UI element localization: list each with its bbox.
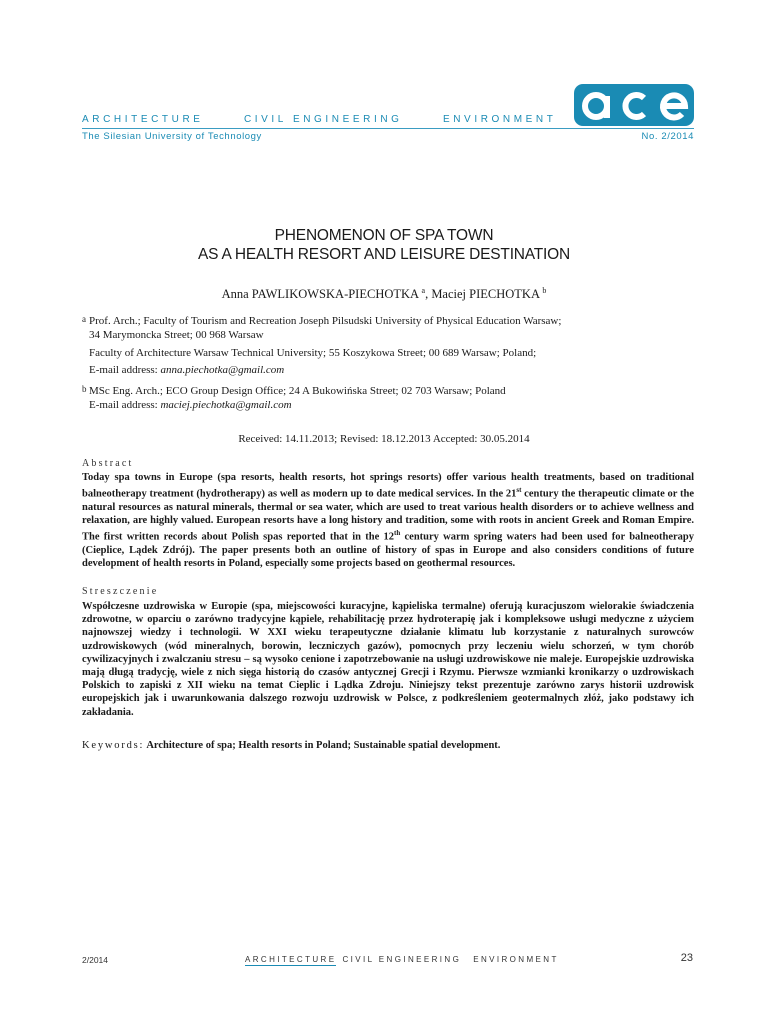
affiliation-a-line-1: Prof. Arch.; Faculty of Tourism and Recreation Joseph Pilsudski University of Physical Education Warsaw; (89, 315, 562, 327)
affiliation-a-line-3: Faculty of Architecture Warsaw Technical University; 55 Koszykowa Street; 00 689 Warsaw; Poland; (89, 347, 537, 359)
footer-journal-word-2: CIVIL ENGINEERING (342, 955, 462, 964)
keywords (82, 740, 500, 751)
title-line-1: PHENOMENON OF SPA TOWN (274, 227, 494, 244)
abstract-part-2: century the therapeutic climate or the natural resources as natural minerals, thermal or sea water, which are used to treat various health disorders or to achieve wellness and relaxation, are highly valued. European resorts have a long history and tradition, some with roots in ancient Greek and Roman Empire. The first written records about Polish spas reported that in the 12 (82, 488, 694, 543)
affiliation-a-email[interactable]: anna.piechotka@gmail.com (160, 364, 285, 376)
page-number: 23 (680, 952, 693, 964)
footer-journal-name (245, 955, 571, 964)
affiliation-a (82, 314, 702, 377)
footer-issue: 2/2014 (82, 955, 108, 965)
affiliation-b-email-row (89, 398, 702, 412)
author-2: Maciej PIECHOTKA (431, 287, 540, 302)
author-1-mark: a (421, 286, 426, 295)
title-line-2: AS A HEALTH RESORT AND LEISURE DESTINATION (197, 246, 571, 263)
abstract-sup-2: th (394, 529, 401, 538)
affiliation-b-mark: b (82, 384, 87, 394)
abstract-part-3: century warm spring waters had been used for balneotherapy (Cieplice, Lądek Zdrój). The paper presents both an outline of history of spas in Europe and also considers conditions of future development of health resorts in Poland, especially some projects based on geothermal resources. (82, 531, 694, 570)
author-1: Anna PAWLIKOWSKA-PIECHOTKA (221, 287, 419, 302)
streszczenie-text: Współczesne uzdrowiska w Europie (spa, miejscowości kuracyjne, kąpieliska termalne) oferują kuracjuszom wielorakie świadczenia zdrowotne, w oparciu o zarówno tradycyjne kąpiele, rehabilitację przez hydroterapię jak i kompleksowe usługi medyczne z użyciem najnowszej wiedzy i technologii. W XXI wieku terapeutyczne działanie klimatu lub korzystanie z naturalnych surowców uzdrowiskowych (wód mineralnych, borowin, leczniczych gazów), pomocnych przy leczeniu wielu schorzeń, w tym chorób cywilizacyjnych i zwalczaniu stresu – są wysoko cenione i zapotrzebowanie na usługi uzdrowiskowe nie maleje. Europejskie uzdrowiska mają długą tradycję, wiele z nich sięga historią do czasów antycznej Grecji i Rzymu. Pierwsze wzmianki kronikarzy o uzdrowiskach Polskich to zapiski z XII wieku na temat Cieplic i Lądka Zdroju. Niniejszy tekst prezentuje zarówno zarys historii uzdrowisk europejskich jak i uwarunkowania dalszego rozwoju uzdrowisk w Polsce, z podkreśleniem geotermalnych złóż, jako podstawy ich zakładania. (82, 601, 694, 718)
affiliation-b-line-1: MSc Eng. Arch.; ECO Group Design Office; 24 A Bukowińska Street; 02 703 Warsaw; Poland (89, 385, 506, 397)
authors (0, 286, 768, 302)
author-separator: , (425, 287, 432, 302)
affiliation-b-email-label: E-mail address: (89, 399, 161, 411)
affiliation-b (82, 384, 702, 412)
affiliation-b-email[interactable]: maciej.piechotka@gmail.com (160, 399, 292, 411)
journal-word-environment: ENVIRONMENT (442, 114, 557, 125)
abstract-sup-1: st (516, 486, 522, 495)
journal-word-civil-engineering: CIVIL ENGINEERING (243, 114, 403, 125)
header-rule (82, 128, 694, 129)
affiliation-a-email-row (89, 363, 702, 377)
author-2-mark: b (542, 286, 547, 295)
affiliation-a-mark: a (82, 314, 86, 324)
affiliation-a-email-label: E-mail address: (89, 364, 161, 376)
abstract-heading: Abstract (82, 458, 134, 469)
university-name: The Silesian University of Technology (82, 131, 262, 142)
issue-number: No. 2/2014 (641, 131, 694, 142)
keywords-value: Architecture of spa; Health resorts in Poland; Sustainable spatial development. (144, 740, 501, 751)
journal-name (82, 114, 590, 125)
ace-logo-text: ace (574, 84, 576, 85)
journal-word-architecture: ARCHITECTURE (82, 114, 204, 125)
abstract-text (82, 471, 694, 570)
streszczenie-heading: Streszczenie (82, 586, 159, 597)
footer-journal-word-3: ENVIRONMENT (473, 955, 559, 964)
ace-logo (574, 84, 694, 126)
affiliation-a-line-2: 34 Marymoncka Street; 00 968 Warsaw (89, 329, 264, 341)
keywords-label: Keywords: (82, 740, 145, 751)
abstract-part-1: Today spa towns in Europe (spa resorts, health resorts, hot springs resorts) offer various health treatments, based on traditional balneotherapy treatment (hydrotherapy) as well as modern up to date medical services. In the 21 (82, 472, 694, 500)
paper-title (0, 226, 768, 264)
footer-journal-first: ARCHITECTURE (245, 955, 337, 964)
received-dates: Received: 14.11.2013; Revised: 18.12.2013 Accepted: 30.05.2014 (238, 433, 530, 445)
